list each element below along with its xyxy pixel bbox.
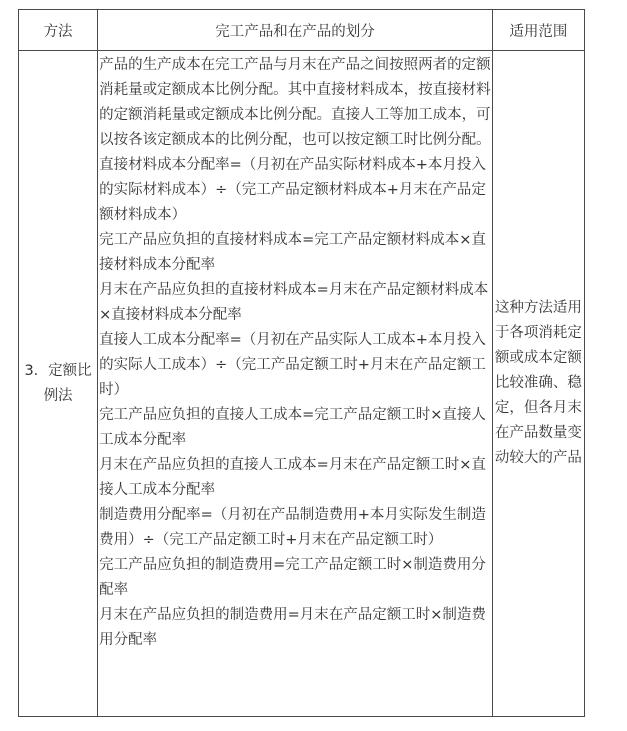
formula-overhead-wip: 月末在产品应负担的制造费用=月末在产品定额工时×制造费用分配率 — [99, 607, 486, 648]
formula-labor-finished: 完工产品应负担的直接人工成本=完工产品定额工时×直接人工成本分配率 — [99, 407, 486, 448]
formula-labor-rate: 直接人工成本分配率=（月初在产品实际人工成本+本月投入的实际人工成本）÷（完工产品定额工时+月末在产品定额工时） — [99, 332, 486, 398]
formula-labor-wip: 月末在产品应负担的直接人工成本=月末在产品定额工时×直接人工成本分配率 — [99, 457, 486, 498]
scope-cell: 这种方法适用于各项消耗定额或成本定额比较准确、稳定，但各月末在产品数量变动较大的产品 — [492, 51, 584, 717]
division-cell — [98, 51, 493, 717]
method-cell: 3．定额比例法 — [19, 51, 98, 717]
header-scope: 适用范围 — [492, 10, 584, 51]
formula-material-rate: 直接材料成本分配率=（月初在产品实际材料成本+本月投入的实际材料成本）÷（完工产品定额材料成本+月末在产品定额材料成本） — [99, 157, 486, 223]
formula-overhead-finished: 完工产品应负担的制造费用=完工产品定额工时×制造费用分配率 — [99, 557, 486, 598]
formula-overhead-rate: 制造费用分配率=（月初在产品制造费用+本月实际发生制造费用）÷（完工产品定额工时+月末在产品定额工时） — [99, 507, 486, 548]
description-paragraph: 产品的生产成本在完工产品与月末在产品之间按照两者的定额消耗量或定额成本比例分配。其中直接材料成本，按直接材料的定额消耗量或定额成本比例分配。直接人工等加工成本，可以按各该定额成本的比例分配，也可以按定额工时比例分配。 — [99, 57, 491, 148]
formula-material-finished: 完工产品应负担的直接材料成本=完工产品定额材料成本×直接材料成本分配率 — [99, 232, 486, 273]
header-row — [19, 10, 585, 51]
header-method: 方法 — [19, 10, 98, 51]
table-row — [19, 51, 585, 717]
formula-material-wip: 月末在产品应负担的直接材料成本=月末在产品定额材料成本×直接材料成本分配率 — [99, 282, 489, 323]
header-division: 完工产品和在产品的划分 — [98, 10, 493, 51]
method-table — [18, 9, 585, 717]
